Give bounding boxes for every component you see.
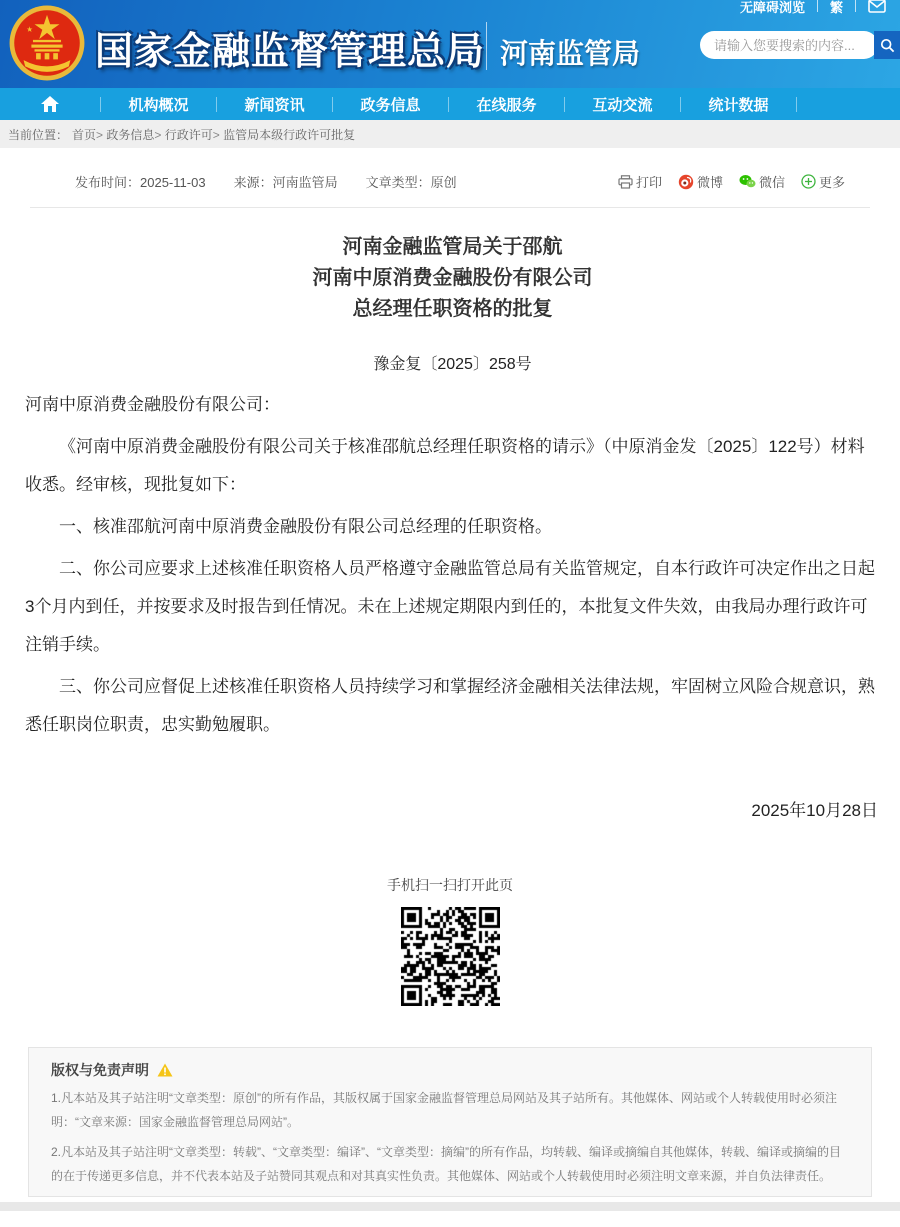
warning-icon bbox=[157, 1063, 173, 1077]
meta-divider bbox=[30, 207, 870, 208]
traditional-chinese-link[interactable]: 繁 bbox=[829, 0, 843, 15]
search-bar bbox=[700, 31, 900, 59]
nav-item-online-services[interactable]: 在线服务 bbox=[476, 96, 537, 114]
breadcrumb-current-page: > 监管局本级行政许可批复 bbox=[213, 126, 355, 143]
salutation: 河南中原消费金融股份有限公司： bbox=[25, 395, 280, 414]
site-header bbox=[0, 0, 900, 88]
search-button[interactable] bbox=[874, 31, 900, 59]
body-paragraph: 三、你公司应督促上述核准任职资格人员持续学习和掌握经济金融相关法律法规，牢固树立风险合规意识，熟悉任职岗位职责，忠实勤勉履职。 bbox=[25, 677, 875, 734]
document-title-line: 河南金融监管局关于邵航 bbox=[342, 236, 563, 258]
national-emblem-logo[interactable] bbox=[8, 4, 86, 82]
nav-item-gov-info[interactable]: 政务信息 bbox=[360, 96, 421, 114]
top-link-separator bbox=[855, 0, 856, 12]
bureau-title[interactable]: 河南监管局 bbox=[500, 38, 641, 69]
mail-icon[interactable] bbox=[868, 0, 886, 13]
document-date: 2025年10月28日 bbox=[751, 801, 878, 820]
nav-item-news[interactable]: 新闻资讯 bbox=[244, 96, 305, 114]
top-link-separator bbox=[817, 0, 818, 12]
nav-item-statistics[interactable]: 统计数据 bbox=[708, 96, 769, 114]
qr-scan-label: 手机扫一扫打开此页 bbox=[387, 877, 513, 893]
more-plus-icon bbox=[801, 174, 816, 189]
share-actions bbox=[618, 172, 845, 191]
nav-item-interaction[interactable]: 互动交流 bbox=[592, 96, 653, 114]
disclaimer-item: 2.凡本站及其子站注明“文章类型：转载”、“文章类型：编译”、“文章类型：摘编”的所有作品，均转载、编译或摘编自其他媒体，转载、编译或摘编的目的在于传递更多信息，并不代表本站及子站赞同其观点和对其真实性负责。其他媒体、网站或个人转载使用时必须注明文章来源，并自负法律责任。 bbox=[51, 1145, 841, 1183]
body-paragraph: 二、你公司应要求上述核准任职资格人员严格遵守金融监管总局有关监管规定，自本行政许可决定作出之日起3个月内到任，并按要求及时报告到任情况。未在上述规定期限内到任的，本批复文件失效，由我局办理行政许可注销手续。 bbox=[25, 559, 875, 654]
document-body bbox=[25, 386, 880, 744]
search-input[interactable] bbox=[700, 31, 878, 59]
article-meta-row bbox=[75, 172, 845, 191]
weibo-icon bbox=[678, 174, 694, 190]
share-wechat-button[interactable]: 微信 bbox=[739, 172, 785, 191]
document-title bbox=[25, 232, 880, 325]
breadcrumb-home[interactable]: 首页 bbox=[72, 127, 97, 142]
article-content bbox=[0, 232, 900, 821]
document-number: 豫金复〔2025〕258号 bbox=[373, 356, 532, 373]
copyright-disclaimer-box bbox=[28, 1047, 872, 1197]
header-divider bbox=[486, 22, 487, 70]
printer-icon bbox=[618, 175, 633, 189]
breadcrumb bbox=[0, 120, 900, 148]
share-weibo-button[interactable]: 微博 bbox=[678, 172, 723, 191]
site-title[interactable]: 国家金融监督管理总局 bbox=[95, 31, 486, 73]
body-paragraph: 一、核准邵航河南中原消费金融股份有限公司总经理的任职资格。 bbox=[59, 517, 552, 536]
main-nav bbox=[0, 88, 900, 120]
nav-home-button[interactable] bbox=[0, 96, 100, 112]
breadcrumb-admin-license[interactable]: > 行政许可 bbox=[154, 126, 212, 143]
disclaimer-item: 1.凡本站及其子站注明“文章类型：原创”的所有作品，其版权属于国家金融监督管理总局网站及其子站所有。其他媒体、网站或个人转载使用时必须注明：“文章来源：国家金融监督管理总局网站”。 bbox=[51, 1091, 838, 1129]
share-more-button[interactable]: 更多 bbox=[801, 172, 845, 191]
nav-separator bbox=[796, 97, 797, 112]
search-icon bbox=[880, 38, 895, 53]
page-bottom-band bbox=[0, 1202, 900, 1211]
header-top-links bbox=[740, 0, 886, 16]
document-title-line: 河南中原消费金融股份有限公司 bbox=[312, 267, 593, 289]
breadcrumb-gov-info[interactable]: > 政务信息 bbox=[96, 126, 154, 143]
disclaimer-title: 版权与免责声明 bbox=[51, 1062, 149, 1078]
home-icon bbox=[41, 96, 59, 112]
qr-code bbox=[401, 907, 500, 1006]
accessibility-link[interactable]: 无障碍浏览 bbox=[739, 0, 805, 15]
article-source: 来源：河南监管局 bbox=[233, 175, 338, 190]
publish-time: 发布时间：2025-11-03 bbox=[75, 175, 206, 190]
breadcrumb-label: 当前位置： bbox=[8, 127, 69, 142]
document-title-line: 总经理任职资格的批复 bbox=[352, 298, 553, 320]
qr-section bbox=[0, 875, 900, 1011]
article-meta-info bbox=[75, 172, 457, 191]
print-button[interactable]: 打印 bbox=[618, 172, 662, 191]
wechat-icon bbox=[739, 174, 756, 189]
nav-item-about[interactable]: 机构概况 bbox=[128, 96, 189, 114]
body-paragraph: 《河南中原消费金融股份有限公司关于核准邵航总经理任职资格的请示》（中原消金发〔2025〕122号）材料收悉。经审核，现批复如下： bbox=[25, 437, 865, 494]
disclaimer-title-row bbox=[51, 1060, 849, 1080]
article-type: 文章类型：原创 bbox=[365, 175, 457, 190]
